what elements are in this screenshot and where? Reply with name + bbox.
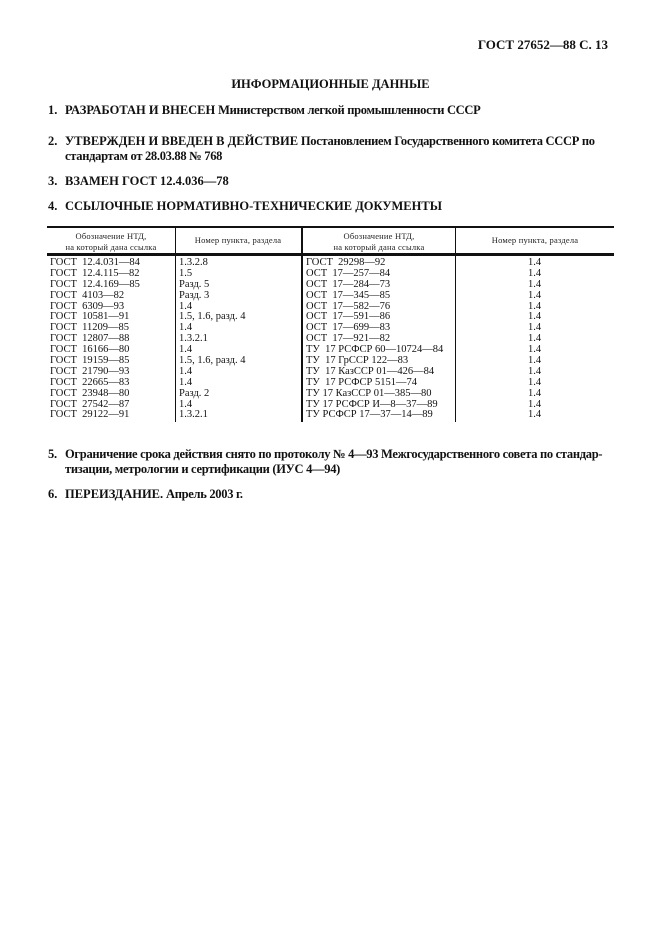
page-header: ГОСТ 27652—88 С. 13: [477, 37, 608, 52]
table-row: [47, 322, 614, 333]
table-row: [47, 333, 614, 344]
table-row: [47, 290, 614, 301]
ntd-designation-left: ГОСТ 12.4.031—84: [50, 257, 140, 268]
item-6: [48, 487, 618, 502]
ntd-designation-left: ГОСТ 10581—91: [50, 311, 130, 323]
header-line: на который дана ссылка: [65, 241, 157, 252]
column-header-clause-left: Номер пункта, раздела: [194, 235, 282, 245]
item-text: Постановлением Государственного комитета СССР по: [298, 134, 595, 148]
column-header-clause-right: Номер пункта, раздела: [491, 235, 579, 245]
item-4: [48, 199, 618, 214]
clause-right: 1.4: [527, 376, 542, 388]
table-row: [47, 311, 614, 322]
table-row: [47, 377, 614, 388]
item-3: [48, 174, 618, 189]
item-lead: УТВЕРЖДЕН И ВВЕДЕН В ДЕЙСТВИЕ: [65, 134, 299, 148]
ntd-designation-right: ТУ 17 РСФСР И—8—37—89: [306, 398, 438, 410]
clause-left: 1.5, 1.6, разд. 4: [179, 311, 246, 323]
item-number: 1.: [48, 103, 58, 117]
clause-left: 1.3.2.1: [179, 333, 208, 345]
item-text: Министерством легкой промышленности СССР: [215, 103, 481, 117]
ntd-designation-left: ГОСТ 6309—93: [50, 300, 125, 312]
ntd-designation-right: ОСТ 17—284—73: [306, 278, 391, 290]
clause-right: 1.4: [527, 355, 542, 367]
clause-left: 1.4: [179, 322, 193, 334]
clause-right: 1.4: [527, 398, 542, 410]
column-header-ntd-right: [303, 231, 455, 252]
clause-right: 1.4: [527, 267, 542, 279]
section-title: ИНФОРМАЦИОННЫЕ ДАННЫЕ: [231, 77, 430, 91]
item-text: Ограничение срока действия снято по протоколу № 4—93 Межгосударственного совета по стандар-: [65, 447, 603, 461]
header-line: Обозначение НТД,: [75, 231, 147, 241]
clause-right: 1.4: [527, 344, 542, 356]
header-line: Обозначение НТД,: [343, 231, 415, 241]
clause-left: 1.3.2.1: [179, 409, 208, 421]
item-1: [48, 103, 618, 118]
clause-right: 1.4: [527, 322, 542, 334]
clause-left: 1.4: [179, 365, 193, 377]
table-row: [47, 355, 614, 366]
ntd-designation-right: ОСТ 17—921—82: [306, 333, 391, 345]
ntd-designation-right: ТУ 17 КазССР 01—385—80: [306, 387, 432, 399]
clause-left: Разд. 3: [179, 289, 210, 301]
ntd-designation-right: ТУ 17 ГрССР 122—83: [306, 355, 409, 367]
clause-right: 1.4: [527, 387, 542, 399]
clause-left: Разд. 2: [179, 387, 210, 399]
ntd-designation-left: ГОСТ 21790—93: [50, 365, 130, 377]
table-row: [47, 388, 614, 399]
clause-right: 1.4: [527, 311, 542, 323]
item-number: 4.: [48, 199, 58, 213]
ntd-designation-right: ТУ 17 КазССР 01—426—84: [306, 365, 435, 377]
table-row: [47, 257, 614, 268]
table-row: [47, 279, 614, 290]
ntd-designation-left: ГОСТ 12807—88: [50, 333, 130, 345]
ntd-designation-right: ТУ 17 РСФСР 60—10724—84: [306, 344, 444, 356]
table-row: [47, 301, 614, 312]
ntd-designation-left: ГОСТ 23948—80: [50, 387, 130, 399]
ntd-designation-left: ГОСТ 19159—85: [50, 355, 130, 367]
clause-left: 1.4: [179, 300, 193, 312]
ntd-designation-right: ОСТ 17—591—86: [306, 311, 391, 323]
table-row: [47, 366, 614, 377]
item-text-continuation: стандартам от 28.03.88 № 768: [65, 149, 223, 163]
table-header-rule: [47, 253, 614, 256]
clause-right: 1.4: [527, 289, 542, 301]
item-5: [48, 447, 618, 477]
reference-documents-table: [47, 226, 614, 424]
item-number: 2.: [48, 134, 58, 148]
ntd-designation-left: ГОСТ 29122—91: [50, 409, 130, 421]
clause-left: 1.4: [179, 376, 193, 388]
clause-right: 1.4: [527, 300, 542, 312]
ntd-designation-right: ОСТ 17—699—83: [306, 322, 391, 334]
item-lead: ПЕРЕИЗДАНИЕ.: [65, 487, 164, 501]
item-number: 6.: [48, 487, 58, 501]
ntd-designation-left: ГОСТ 22665—83: [50, 376, 130, 388]
clause-right: 1.4: [527, 409, 542, 421]
column-header-ntd-left: [47, 231, 175, 252]
ntd-designation-left: ГОСТ 12.4.169—85: [50, 278, 140, 290]
clause-left: 1.5: [179, 267, 193, 279]
table-body: [47, 257, 614, 420]
table-row: [47, 409, 614, 420]
clause-left: Разд. 5: [179, 278, 210, 290]
ntd-designation-left: ГОСТ 4103—82: [50, 289, 125, 301]
clause-left: 1.4: [179, 344, 193, 356]
ntd-designation-right: ГОСТ 29298—92: [306, 257, 386, 268]
item-text: Апрель 2003 г.: [163, 487, 243, 501]
clause-right: 1.4: [527, 278, 542, 290]
ntd-designation-right: ОСТ 17—582—76: [306, 300, 391, 312]
item-number: 5.: [48, 447, 57, 461]
ntd-designation-left: ГОСТ 11209—85: [50, 322, 130, 334]
header-line: на который дана ссылка: [333, 241, 425, 252]
ntd-designation-right: ТУ РСФСР 17—37—14—89: [306, 409, 433, 421]
item-number: 3.: [48, 174, 58, 188]
ntd-designation-right: ТУ 17 РСФСР 5151—74: [306, 376, 417, 388]
clause-right: 1.4: [527, 333, 542, 345]
clause-left: 1.4: [179, 398, 193, 410]
table-row: [47, 268, 614, 279]
clause-right: 1.4: [527, 257, 542, 268]
item-text-continuation: тизации, метрологии и сертификации (ИУС 4—94): [65, 462, 341, 476]
ntd-designation-left: ГОСТ 27542—87: [50, 398, 130, 410]
table-row: [47, 344, 614, 355]
clause-left: 1.3.2.8: [179, 257, 208, 268]
ntd-designation-right: ОСТ 17—345—85: [306, 289, 391, 301]
ntd-designation-left: ГОСТ 12.4.115—82: [50, 267, 140, 279]
item-lead: ССЫЛОЧНЫЕ НОРМАТИВНО-ТЕХНИЧЕСКИЕ ДОКУМЕНТЫ: [65, 199, 442, 213]
table-row: [47, 399, 614, 410]
clause-left: 1.5, 1.6, разд. 4: [179, 355, 246, 367]
ntd-designation-left: ГОСТ 16166—80: [50, 344, 130, 356]
clause-right: 1.4: [527, 365, 542, 377]
item-lead: РАЗРАБОТАН И ВНЕСЕН: [65, 103, 216, 117]
table-top-rule: [47, 226, 614, 228]
item-2: [48, 134, 618, 164]
ntd-designation-right: ОСТ 17—257—84: [306, 267, 391, 279]
item-lead: ВЗАМЕН ГОСТ 12.4.036—78: [65, 174, 229, 188]
